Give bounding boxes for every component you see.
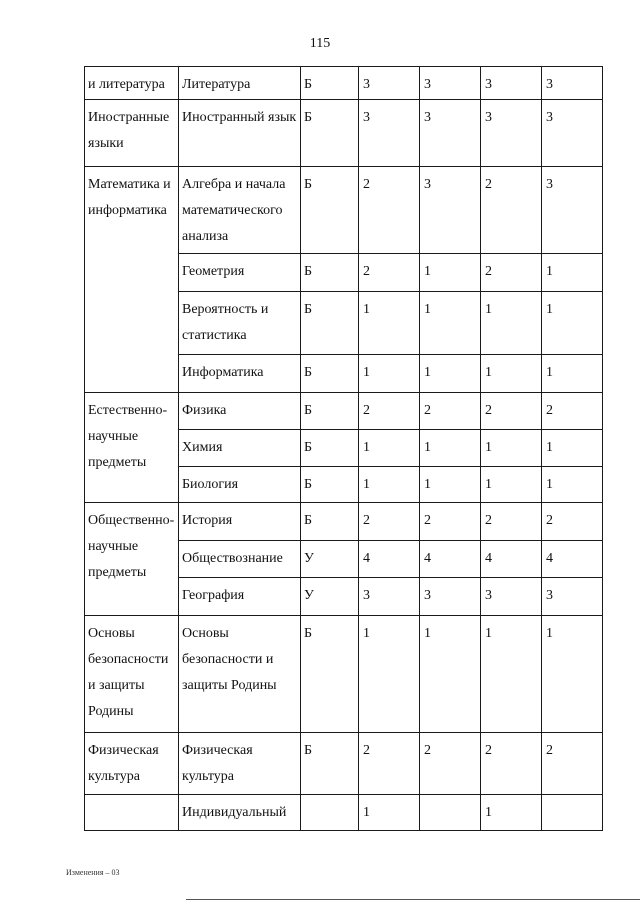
subject-cell: География [179,578,301,616]
hours-cell-4: 2 [542,733,603,795]
hours-cell-3: 2 [481,393,542,430]
hours-cell-4: 1 [542,616,603,733]
subject-cell: Информатика [179,355,301,393]
hours-cell-1: 1 [359,616,420,733]
footer-note: Изменения – 03 [66,868,120,877]
hours-cell-1: 2 [359,167,420,254]
subject-area-cell: Основы безопасности и защиты Родины [85,616,179,733]
hours-cell-2: 1 [420,355,481,393]
hours-cell-3: 1 [481,430,542,467]
level-cell: Б [301,355,359,393]
hours-cell-2: 1 [420,616,481,733]
level-cell: Б [301,503,359,541]
hours-cell-3: 2 [481,503,542,541]
hours-cell-1: 4 [359,541,420,578]
hours-cell-2: 2 [420,393,481,430]
curriculum-table [84,66,603,831]
table-row [85,795,603,831]
level-cell: Б [301,733,359,795]
subject-area-cell: Естественно-научные предметы [85,393,179,503]
hours-cell-4: 4 [542,541,603,578]
level-cell: Б [301,100,359,167]
level-cell: Б [301,292,359,355]
hours-cell-3: 1 [481,292,542,355]
hours-cell-4: 3 [542,167,603,254]
subject-cell: Индивидуальный [179,795,301,831]
hours-cell-1: 1 [359,430,420,467]
level-cell: У [301,541,359,578]
hours-cell-2: 2 [420,733,481,795]
hours-cell-1: 1 [359,795,420,831]
hours-cell-2: 3 [420,167,481,254]
subject-cell: История [179,503,301,541]
level-cell: У [301,578,359,616]
level-cell: Б [301,67,359,100]
hours-cell-4: 2 [542,393,603,430]
hours-cell-3: 1 [481,355,542,393]
hours-cell-3: 2 [481,733,542,795]
subject-cell: Физическая культура [179,733,301,795]
subject-cell: Физика [179,393,301,430]
table-row [85,393,603,430]
hours-cell-2: 2 [420,503,481,541]
hours-cell-1: 3 [359,578,420,616]
bottom-rule [186,899,640,900]
hours-cell-2: 1 [420,292,481,355]
hours-cell-4: 3 [542,578,603,616]
subject-area-cell: и литература [85,67,179,100]
hours-cell-1: 1 [359,292,420,355]
level-cell: Б [301,254,359,292]
hours-cell-2: 3 [420,67,481,100]
hours-cell-3: 3 [481,67,542,100]
level-cell: Б [301,167,359,254]
subject-cell: Обществознание [179,541,301,578]
hours-cell-2: 1 [420,467,481,503]
hours-cell-2: 1 [420,254,481,292]
hours-cell-4: 1 [542,292,603,355]
hours-cell-1: 2 [359,503,420,541]
hours-cell-3: 4 [481,541,542,578]
hours-cell-4: 3 [542,67,603,100]
subject-area-cell: Математика и информатика [85,167,179,393]
hours-cell-3: 1 [481,795,542,831]
subject-area-cell: Иностранные языки [85,100,179,167]
hours-cell-3: 3 [481,100,542,167]
table-row [85,733,603,795]
subject-cell: Основы безопасности и защиты Родины [179,616,301,733]
hours-cell-1: 1 [359,467,420,503]
hours-cell-3: 1 [481,467,542,503]
hours-cell-2: 3 [420,100,481,167]
subject-area-cell: Общественно-научные предметы [85,503,179,616]
level-cell: Б [301,430,359,467]
hours-cell-1: 2 [359,393,420,430]
hours-cell-3: 3 [481,578,542,616]
table-row [85,67,603,100]
level-cell [301,795,359,831]
hours-cell-2: 1 [420,430,481,467]
hours-cell-4: 1 [542,430,603,467]
hours-cell-1: 1 [359,355,420,393]
subject-area-cell: Физическая культура [85,733,179,795]
level-cell: Б [301,616,359,733]
level-cell: Б [301,467,359,503]
subject-cell: Химия [179,430,301,467]
hours-cell-4 [542,795,603,831]
hours-cell-3: 2 [481,254,542,292]
subject-cell: Литература [179,67,301,100]
hours-cell-1: 2 [359,733,420,795]
hours-cell-4: 1 [542,467,603,503]
hours-cell-4: 3 [542,100,603,167]
subject-cell: Геометрия [179,254,301,292]
level-cell: Б [301,393,359,430]
hours-cell-3: 2 [481,167,542,254]
hours-cell-4: 1 [542,355,603,393]
hours-cell-1: 3 [359,100,420,167]
table-row [85,100,603,167]
subject-area-cell [85,795,179,831]
hours-cell-2: 3 [420,578,481,616]
table-row [85,503,603,541]
hours-cell-1: 2 [359,254,420,292]
hours-cell-4: 1 [542,254,603,292]
table-row [85,616,603,733]
subject-cell: Алгебра и начала математического анализа [179,167,301,254]
subject-cell: Биология [179,467,301,503]
hours-cell-1: 3 [359,67,420,100]
hours-cell-4: 2 [542,503,603,541]
subject-cell: Иностранный язык [179,100,301,167]
hours-cell-2 [420,795,481,831]
subject-cell: Вероятность и статистика [179,292,301,355]
page-number: 115 [309,36,331,51]
hours-cell-3: 1 [481,616,542,733]
hours-cell-2: 4 [420,541,481,578]
table-row [85,167,603,254]
